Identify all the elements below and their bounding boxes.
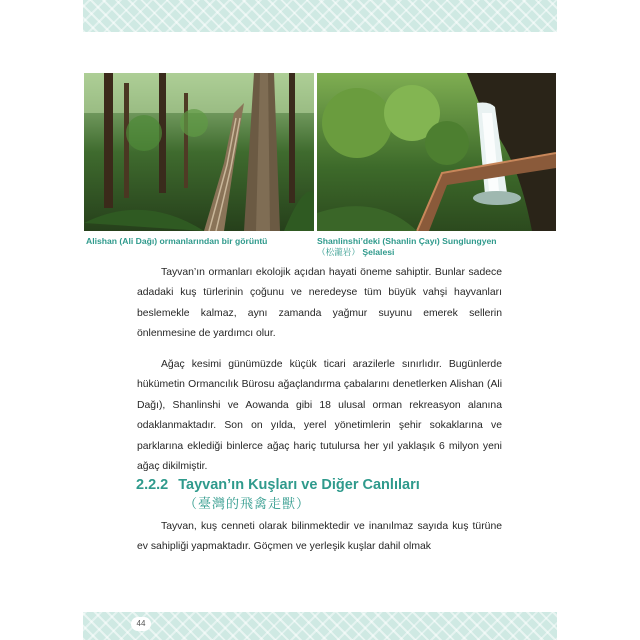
birds-paragraph — [137, 517, 502, 558]
right-caption-line1: Shanlinshi’deki (Shanlin Çayı) Sunglungyen — [317, 236, 497, 246]
right-caption-cjk: （松瀧岩） — [317, 247, 360, 257]
alishan-forest-photo — [84, 73, 314, 231]
section-subtitle-cjk: （臺灣的飛禽走獸） — [184, 497, 311, 512]
birds-paragraph-text: Tayvan, kuş cenneti olarak bilinmektedir ve inanılmaz sayıda kuş türüne ev sahipliği yapmaktadır. Göçmen ve yerleşik kuşlar dahil olmak — [137, 521, 502, 553]
forest-paragraph — [137, 263, 502, 345]
section-title: Tayvan’ın Kuşları ve Diğer Canlıları — [178, 477, 420, 493]
logging-paragraph-text: Ağaç kesimi günümüzde küçük ticari arazilerle sınırlıdır. Bugünlerde hükümetin Ormancılık Bürosu ağaçlandırma çabalarını denetlerken Alishan (Ali Dağı), Shanlinshi ve Aowanda gibi 18 ulusal orman rekreasyon alanına odaklanmaktadır. Son on yılda, yerel yönetimlerin şehir sokaklarına ve parklarına eklediği binlerce ağaç hariç tutulursa her yıl yaklaşık 6 milyon yeni ağaç dikilmiştir. — [137, 359, 502, 473]
section-number: 2.2.2 — [136, 477, 169, 493]
top-decorative-band — [83, 0, 557, 32]
bottom-decorative-band — [83, 612, 557, 640]
logging-paragraph — [137, 355, 502, 477]
section-heading — [136, 476, 420, 494]
right-photo-caption — [317, 236, 557, 258]
left-photo-caption: Alishan (Ali Dağı) ormanlarından bir görüntü — [86, 236, 268, 246]
waterfall-photo — [317, 73, 556, 231]
page-number: 44 — [131, 617, 151, 631]
forest-paragraph-text: Tayvan’ın ormanları ekolojik açıdan hayati öneme sahiptir. Bunlar sadece adadaki kuş türlerinin çoğunu ve neredeyse tüm büyük vahşi hayvanları beslemekle kalmaz, aynı zamanda yağmur suyunu emerek sellerin önlenmesine de yardımcı olur. — [137, 267, 502, 340]
right-caption-line2: Şelalesi — [362, 247, 395, 257]
